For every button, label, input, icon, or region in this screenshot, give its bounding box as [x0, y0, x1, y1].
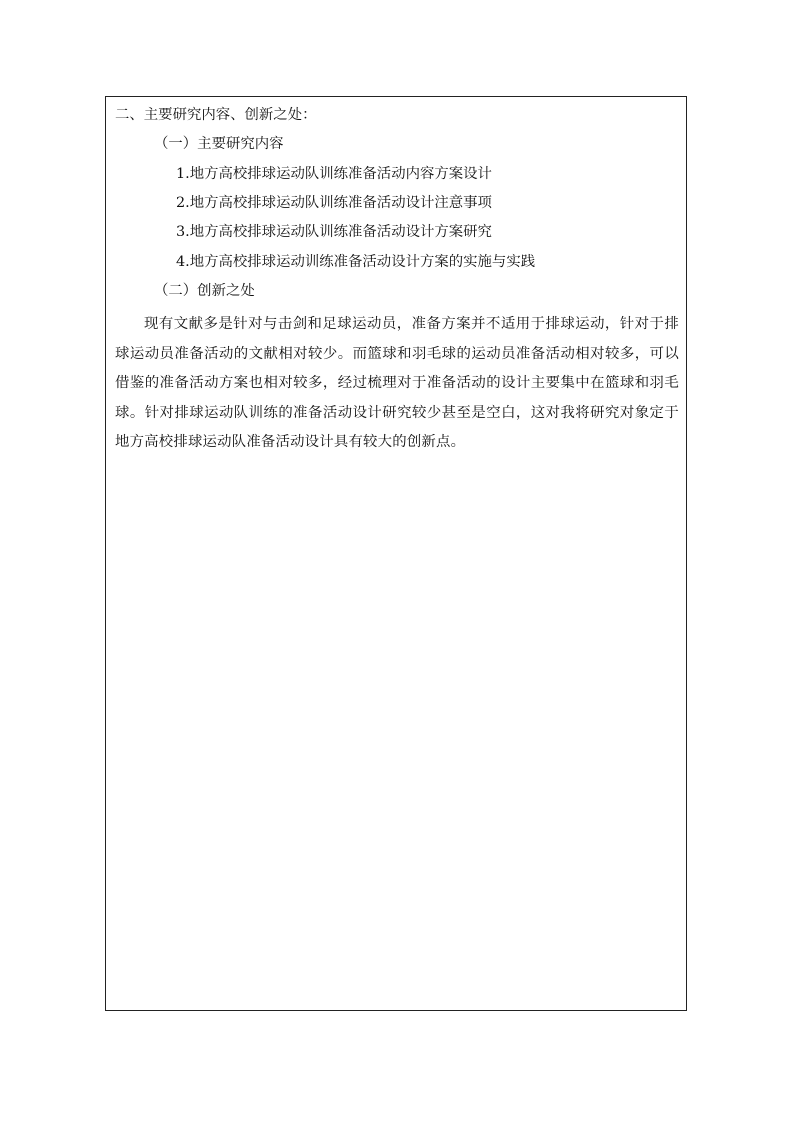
innovation-heading: （二）创新之处 — [154, 283, 255, 299]
research-item-4: 4.地方高校排球运动训练准备活动设计方案的实施与实践 — [176, 254, 536, 270]
research-item-2: 2.地方高校排球运动队训练准备活动设计注意事项 — [176, 195, 492, 211]
innovation-paragraph: 现有文献多是针对与击剑和足球运动员，准备方案并不适用于排球运动，针对于排球运动员准备活动的文献相对较少。而篮球和羽毛球的运动员准备活动相对较多，可以借鉴的准备活动方案也相对较多，经过梳理对于准备活动的设计主要集中在篮球和羽毛球。针对排球运动队训练的准备活动设计研究较少甚至是空白，这对我将研究对象定于地方高校排球运动队准备活动设计具有较大的创新点。 — [115, 316, 679, 450]
content-table-cell — [105, 96, 687, 1011]
section-heading: 二、主要研究内容、创新之处： — [115, 107, 317, 123]
research-item-3: 3.地方高校排球运动队训练准备活动设计方案研究 — [176, 224, 492, 240]
research-item-1: 1.地方高校排球运动队训练准备活动内容方案设计 — [176, 166, 492, 182]
main-content-heading: （一）主要研究内容 — [154, 136, 284, 152]
